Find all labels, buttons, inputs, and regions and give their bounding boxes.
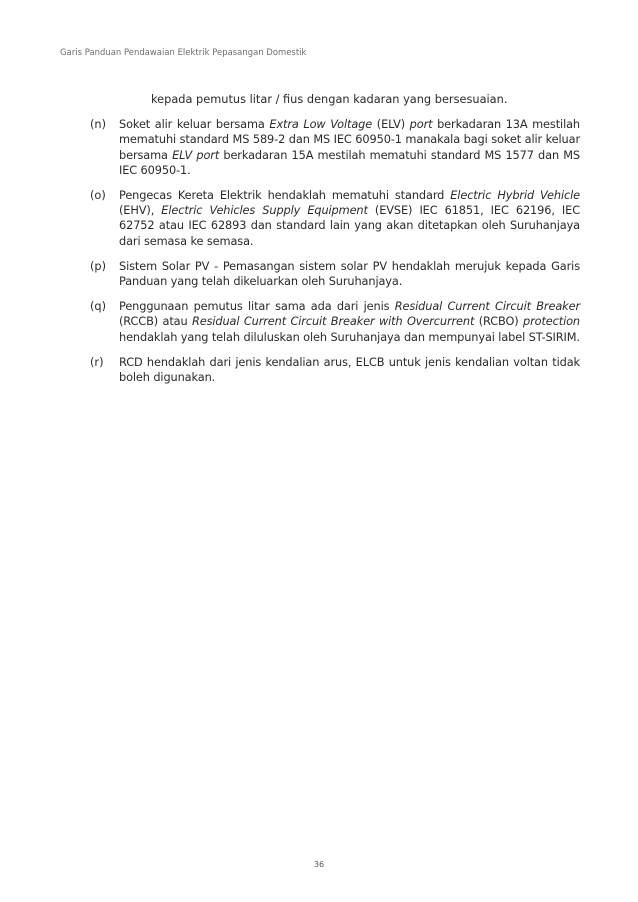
clause-list — [90, 117, 580, 385]
clause-item — [90, 117, 580, 178]
text-segment: RCD hendaklah dari jenis kendalian arus, ELCB untuk jenis kendalian voltan tidak boleh digunakan. — [119, 354, 580, 385]
text-segment: Pengecas Kereta Elektrik hendaklah mematuhi standard — [119, 188, 451, 203]
text-segment: (RCBO) — [474, 314, 523, 329]
clause-marker: (n) — [90, 117, 107, 132]
page-number: 36 — [313, 860, 325, 869]
italic-term: port — [409, 117, 433, 132]
text-segment: berkadaran 13A mestilah mematuhi standard MS 589-2 dan MS IEC 60950-1 manakala bagi soket alir keluar bersama — [119, 117, 581, 162]
clause-text — [119, 117, 580, 178]
text-segment: (EVSE) IEC 61851, IEC 62196, IEC 62752 atau IEC 62893 dan standard lain yang akan ditetapkan oleh Suruhanjaya dari semasa ke semasa. — [119, 203, 580, 248]
text-segment: Penggunaan pemutus litar sama ada dari jenis — [119, 299, 395, 314]
italic-term: Electric Hybrid Vehicle — [450, 188, 580, 203]
continuation-paragraph: kepada pemutus litar / fius dengan kadaran yang bersesuaian. — [151, 92, 508, 106]
document-body — [90, 92, 580, 395]
clause-item — [90, 355, 580, 385]
clause-marker: (r) — [90, 354, 104, 369]
clause-text — [119, 259, 580, 289]
italic-term: Residual Current Circuit Breaker with Overcurrent — [191, 314, 475, 329]
text-segment: (ELV) — [372, 117, 410, 132]
clause-item — [90, 188, 580, 249]
clause-text — [119, 299, 580, 345]
page-header: Garis Panduan Pendawaian Elektrik Pepasangan Domestik — [60, 47, 307, 57]
italic-term: Electric Vehicles Supply Equipment — [161, 203, 368, 218]
italic-term: Extra Low Voltage — [269, 117, 373, 132]
italic-term: ELV port — [172, 147, 220, 162]
clause-text — [119, 188, 580, 249]
text-segment: Soket alir keluar bersama — [119, 117, 270, 132]
clause-marker: (p) — [90, 258, 107, 273]
text-segment: (EHV), — [119, 203, 162, 218]
text-segment: (RCCB) atau — [119, 314, 192, 329]
text-segment: berkadaran 15A mestilah mematuhi standard MS 1577 dan MS IEC 60950-1. — [119, 147, 580, 177]
clause-item — [90, 299, 580, 345]
clause-marker: (q) — [90, 299, 107, 314]
clause-text — [119, 355, 580, 385]
text-segment: Sistem Solar PV - Pemasangan sistem solar PV hendaklah merujuk kepada Garis Panduan yang telah dikeluarkan oleh Suruhanjaya. — [119, 258, 580, 289]
clause-marker: (o) — [90, 188, 106, 203]
italic-term: Residual Current Circuit Breaker — [394, 299, 580, 314]
text-segment: hendaklah yang telah diluluskan oleh Suruhanjaya dan mempunyai label ST-SIRIM. — [119, 329, 580, 344]
italic-term: protection — [523, 314, 580, 329]
clause-item — [90, 259, 580, 289]
